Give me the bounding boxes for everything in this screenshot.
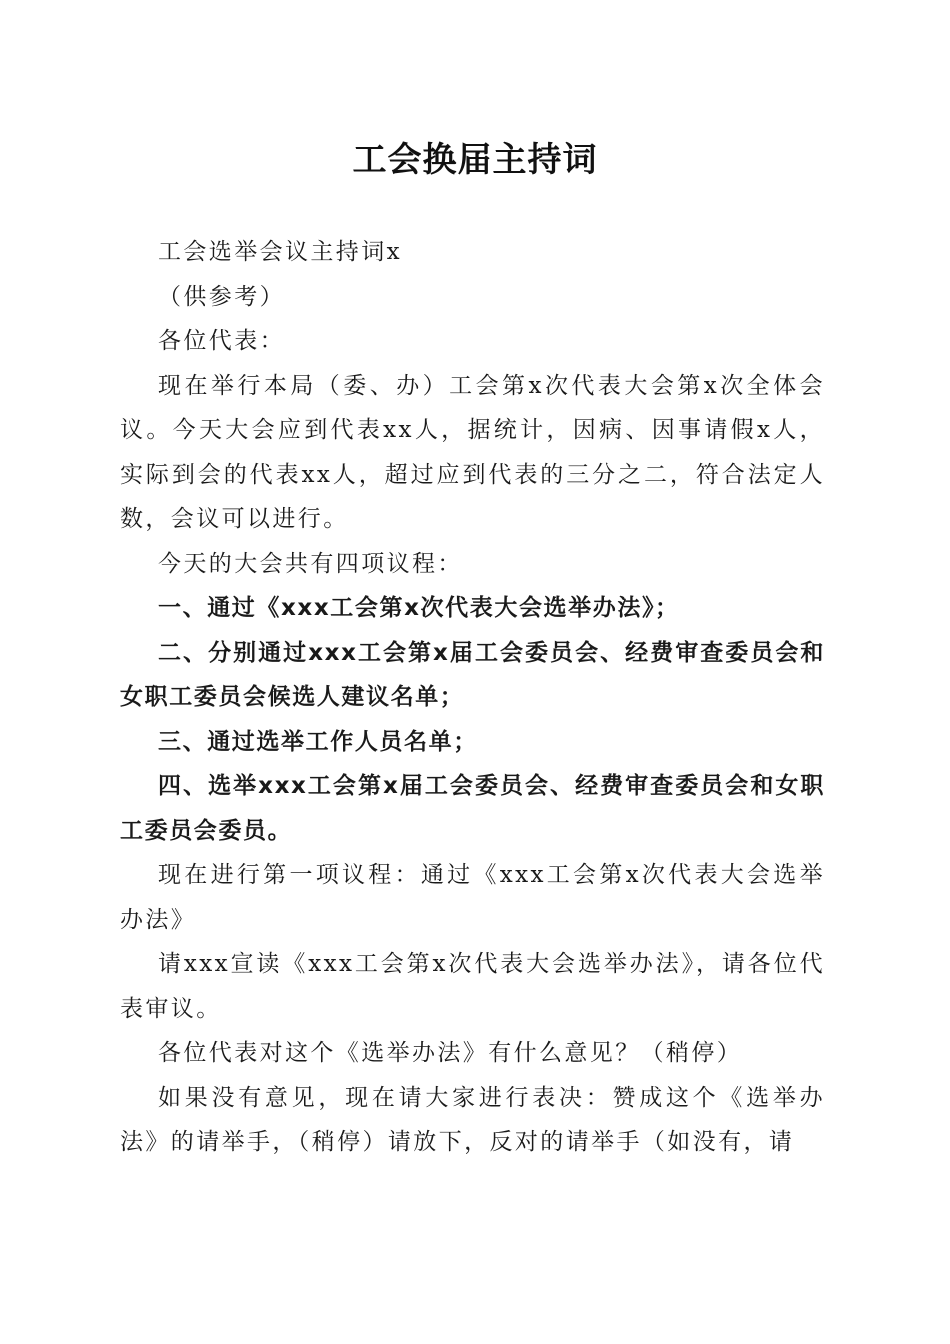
agenda-item-1: 一、通过《xxx工会第x次代表大会选举办法》；	[158, 595, 680, 621]
reference-note: （供参考）	[158, 283, 285, 310]
agenda-item-2: 二、分别通过xxx工会第x届工会委员会、经费审查委员会和女职工委员会候选人建议名单；	[120, 639, 825, 710]
opening-paragraph: 现在举行本局（委、办）工会第x次代表大会第x次全体会议。今天大会应到代表xx人，据统计，因病、因事请假x人，实际到会的代表xx人，超过应到代表的三分之二，符合法定人数，会议可以进行。	[120, 372, 825, 532]
opinion-paragraph: 各位代表对这个《选举办法》有什么意见？（稍停）	[158, 1040, 743, 1066]
first-agenda-paragraph: 现在进行第一项议程：通过《xxx工会第x次代表大会选举办法》	[120, 862, 825, 933]
subtitle-line: 工会选举会议主持词x	[158, 239, 402, 265]
reading-paragraph: 请xxx宣读《xxx工会第x次代表大会选举办法》，请各位代表审议。	[120, 951, 825, 1022]
agenda-intro: 今天的大会共有四项议程：	[158, 550, 463, 577]
document-body	[120, 230, 825, 1165]
vote-paragraph: 如果没有意见，现在请大家进行表决：赞成这个《选举办法》的请举手，（稍停）请放下，反对的请举手（如没有，请	[120, 1084, 825, 1155]
agenda-item-3: 三、通过选举工作人员名单；	[158, 728, 478, 755]
agenda-item-4: 四、选举xxx工会第x届工会委员会、经费审查委员会和女职工委员会委员。	[120, 773, 825, 844]
salutation: 各位代表：	[158, 328, 285, 354]
document-title: 工会换届主持词	[352, 140, 598, 180]
